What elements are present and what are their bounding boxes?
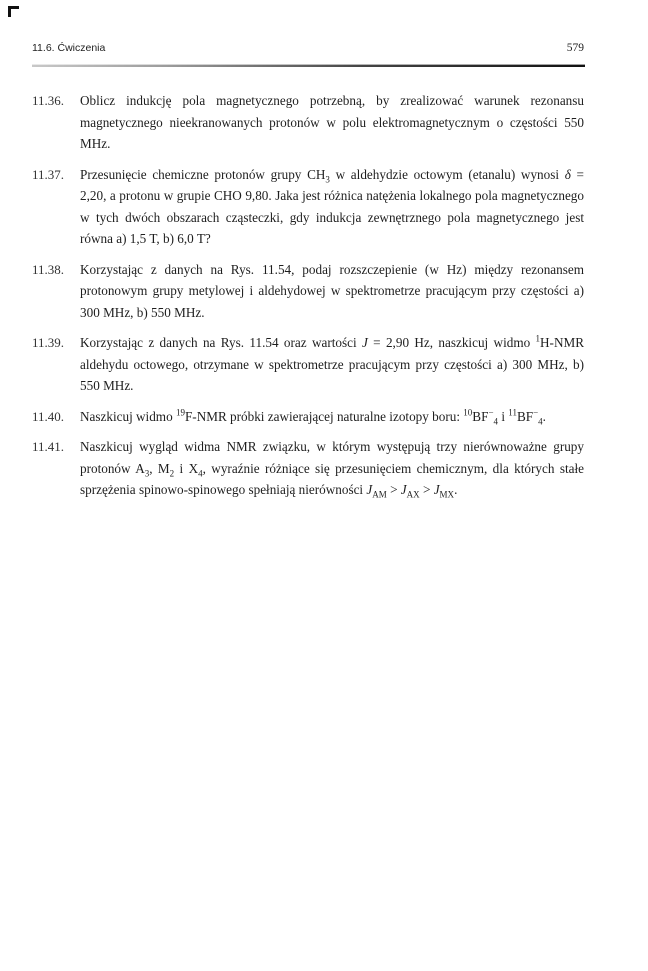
exercise-item (32, 90, 584, 155)
exercise-item (32, 406, 584, 428)
exercise-list (32, 90, 584, 510)
exercise-text-segment: = 2,90 Hz, naszkicuj widmo (367, 335, 536, 350)
exercise-item (32, 436, 584, 501)
exercise-text-segment: Korzystając z danych na Rys. 11.54 oraz wartości (80, 335, 362, 350)
exercise-text-segment: 4 (538, 416, 543, 427)
exercise-text-segment: Naszkicuj widmo (80, 408, 176, 424)
exercise-text-segment: 3 (325, 174, 330, 185)
exercise-number: 11.39. (32, 335, 65, 350)
exercise-text-segment: Przesunięcie chemiczne protonów grupy CH (80, 166, 326, 182)
exercise-text (80, 406, 584, 428)
exercise-text-segment: . (542, 408, 546, 424)
exercise-text-segment: , M (149, 460, 170, 476)
exercise-text-segment: 4 (493, 416, 499, 427)
exercise-text-segment: δ (564, 166, 571, 182)
exercise-text-segment: = 2,20, a protonu w grupie CHO 9,80. Jaka jest różnica natężenia lokalnego pola magnetycznego w tych dwóch obszarach cząsteczki, gdy indukcja zewnętrznego pola magnetycznego jest równa a) 1,5 T, b) 6,0 T? (80, 166, 584, 246)
exercise-text-segment: 11 (508, 407, 517, 418)
exercise-number: 11.37. (32, 166, 65, 182)
running-head (32, 42, 584, 56)
exercise-text-segment: Naszkicuj wygląd widma NMR związku, w którym występują trzy nierównoważne grupy protonów A (80, 439, 584, 476)
exercise-text-segment: i X (174, 460, 199, 476)
exercise-text-segment: AX (406, 489, 420, 500)
header-rule (32, 64, 585, 68)
exercise-text-segment: BF (516, 408, 534, 424)
exercise-text-segment: 3 (144, 468, 150, 479)
exercise-text-segment: 1 (535, 333, 541, 344)
exercise-text-segment: 10 (463, 407, 473, 418)
exercise-text (80, 436, 584, 501)
exercise-item (32, 164, 584, 250)
exercise-text-segment: 4 (198, 468, 203, 479)
exercise-text-segment: − (488, 407, 494, 418)
exercise-text (80, 90, 584, 155)
exercise-text-segment: 19 (175, 407, 185, 418)
exercise-text-segment: , wyraźnie różniące się przesunięciem chemicznym, dla których stałe sprzężenia spinowo-spinowego spełniają nierówności (80, 460, 585, 497)
exercise-number: 11.38. (32, 261, 65, 277)
exercise-text-segment: BF (472, 408, 489, 424)
exercise-text (80, 332, 584, 397)
exercise-text-segment: F-NMR próbki zawierającej naturalne izotopy boru: (184, 408, 464, 424)
exercise-text-segment: w aldehydzie octowym (etanalu) wynosi (329, 166, 565, 182)
exercise-text-segment: − (533, 407, 539, 418)
exercise-text-segment: Korzystając z danych na Rys. 11.54, podaj rozszczepienie (w Hz) między rezonansem protonowym grupy metylowej i aldehydowej w spektrometrze pracującym przy częstości a) 300 MHz, b) 550 MHz. (80, 261, 584, 320)
exercise-text-segment: 2 (169, 468, 175, 479)
exercise-item (32, 259, 584, 324)
exercise-text-segment: J (361, 335, 368, 350)
exercise-number: 11.41. (32, 439, 65, 454)
exercise-text-segment: i (498, 408, 509, 424)
exercise-text (80, 164, 584, 250)
exercise-text-segment: J (433, 482, 440, 497)
exercise-text-segment: H-NMR aldehydu octowego, otrzymane w spektrometrze pracującym przy częstości a) 300 MHz, b) 550 MHz. (80, 335, 584, 393)
exercise-item (32, 332, 584, 397)
exercise-number: 11.40. (32, 408, 65, 424)
exercise-text-segment: MX (439, 489, 455, 500)
exercise-text-segment: J (400, 482, 407, 497)
exercise-text (80, 259, 584, 324)
exercise-text-segment: . (454, 482, 458, 497)
exercise-number: 11.36. (32, 93, 65, 108)
exercise-text-segment: J (366, 482, 373, 497)
crop-mark-icon (8, 6, 20, 18)
exercise-text-segment: AM (372, 489, 387, 500)
exercise-text-segment: > (419, 482, 434, 497)
page-number: 579 (566, 42, 584, 54)
exercise-text-segment: Oblicz indukcję pola magnetycznego potrzebną, by zrealizować warunek rezonansu magnetycznego nieekranowanych protonów w polu elektromagnetycznym o częstości 550 MHz. (80, 93, 584, 151)
section-title: 11.6. Ćwiczenia (32, 42, 106, 54)
exercise-text-segment: > (386, 482, 401, 497)
